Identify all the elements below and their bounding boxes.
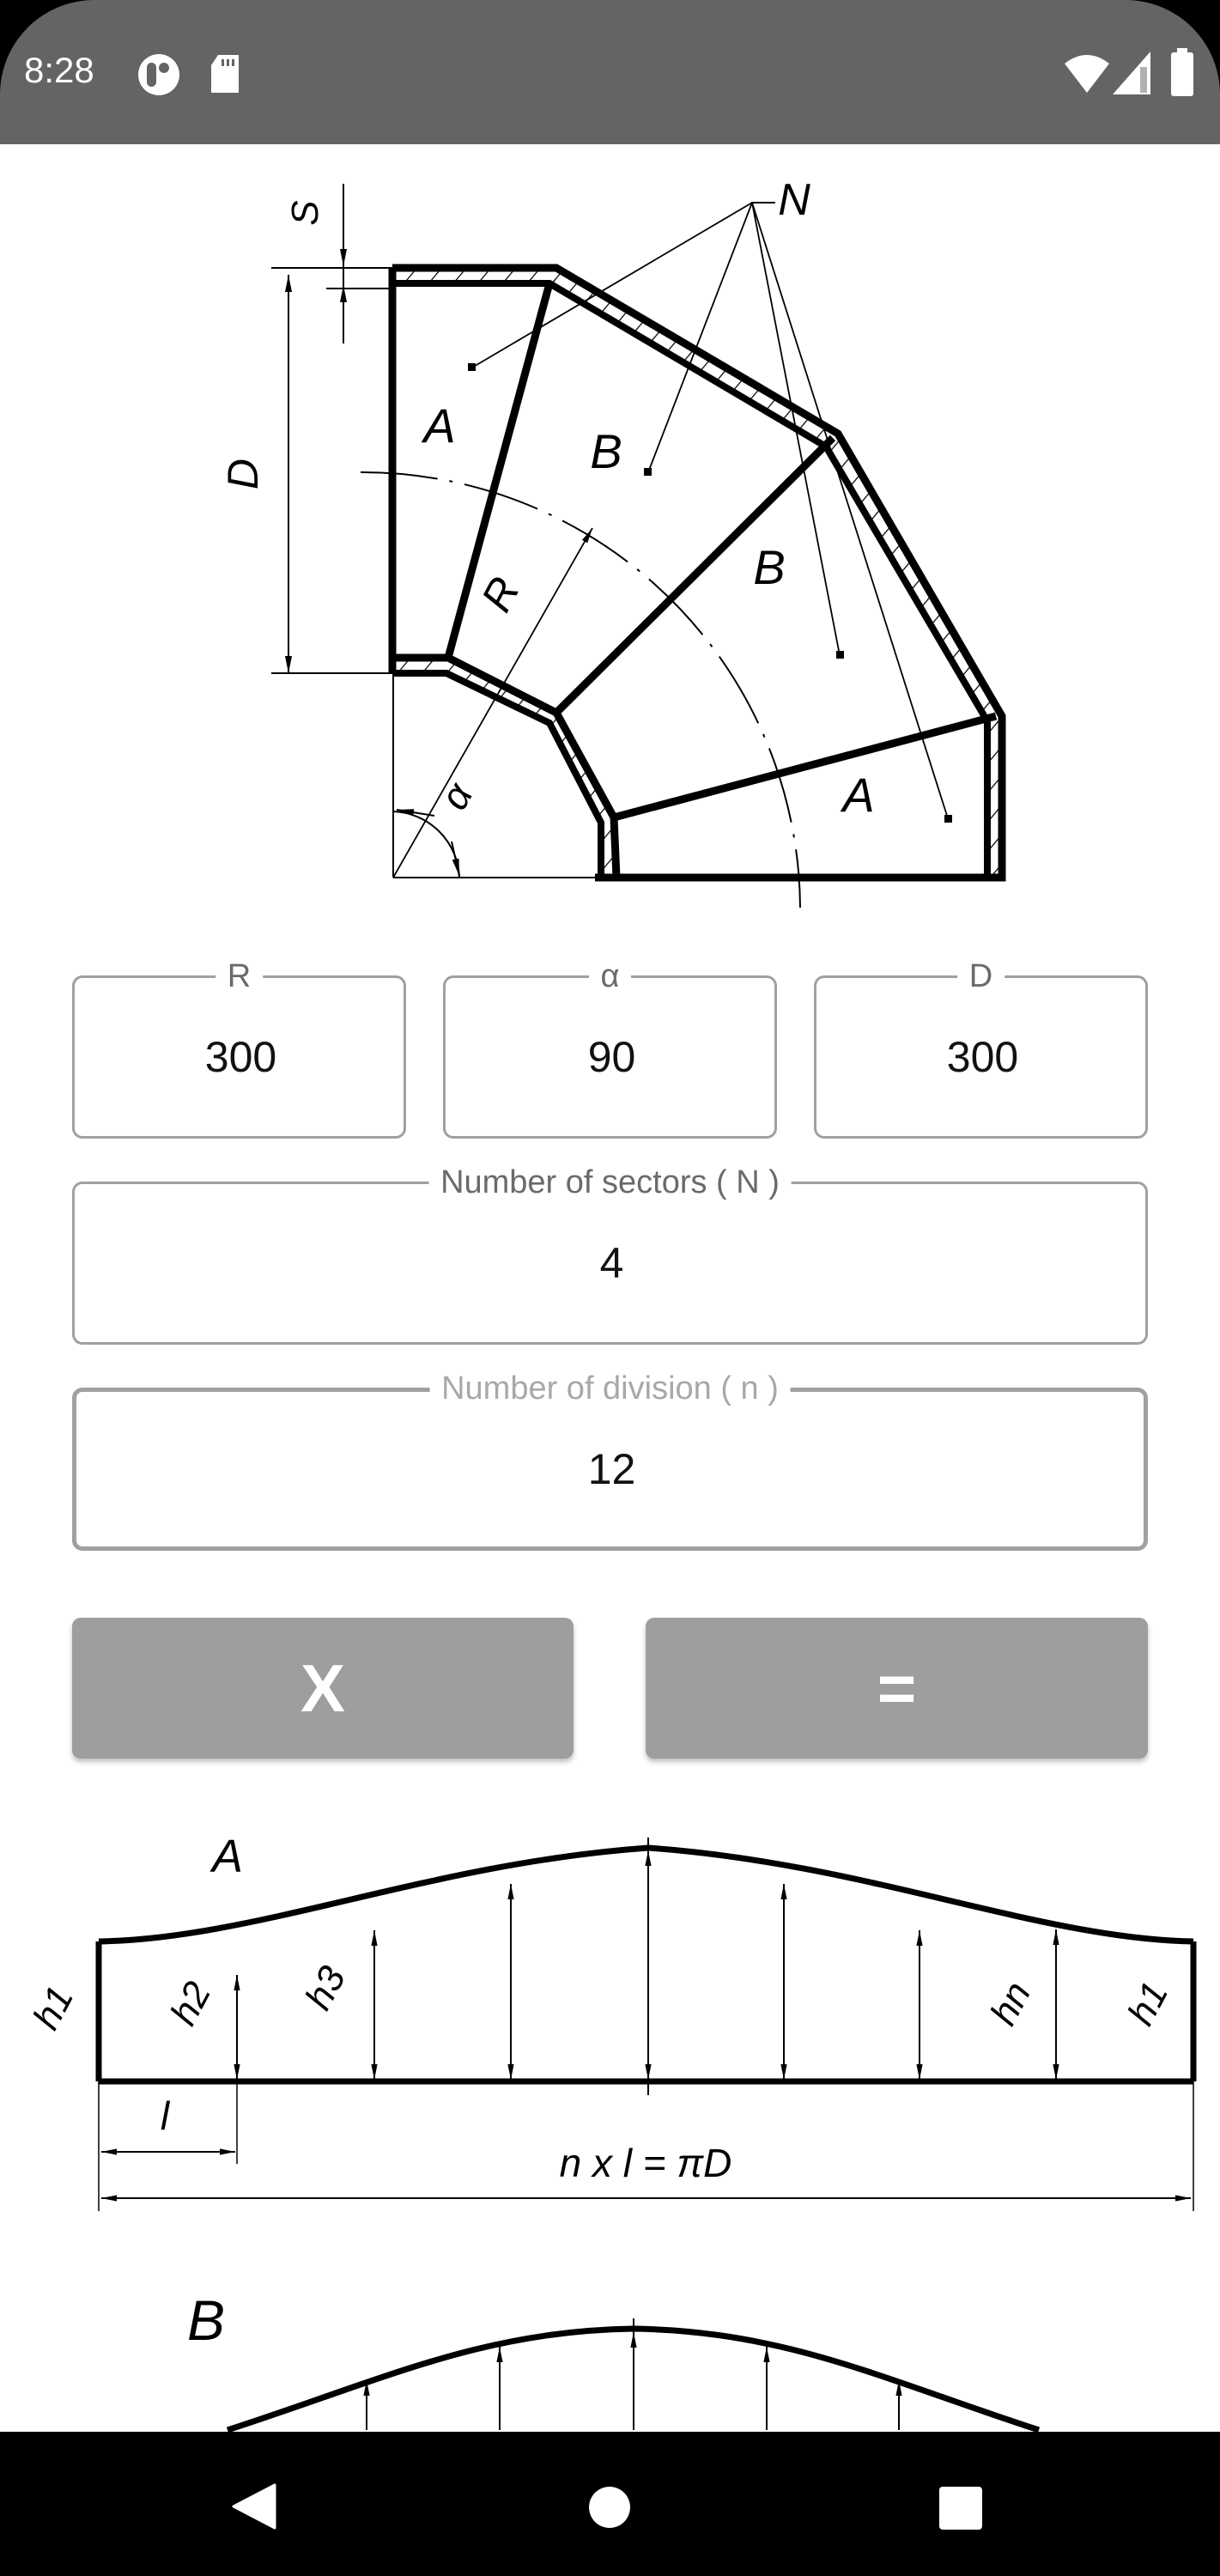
division-input[interactable] — [76, 1443, 1147, 1495]
development-B-title: B — [186, 2288, 226, 2352]
sectors-field-label: Number of sectors ( N ) — [428, 1165, 792, 1200]
angle-field-label: α — [589, 959, 632, 993]
wifi-icon — [1065, 53, 1109, 93]
diameter-input[interactable] — [816, 1031, 1149, 1083]
label-sector-B-top: B — [590, 424, 622, 478]
label-l: l — [160, 2093, 170, 2138]
label-hn: hn — [982, 1975, 1040, 2032]
radius-field-label: R — [215, 959, 263, 993]
label-R: R — [471, 568, 530, 620]
elbow-diagram — [0, 144, 1220, 917]
division-field[interactable] — [72, 1370, 1148, 1551]
status-time: 8:28 — [24, 50, 94, 90]
label-h2: h2 — [162, 1975, 220, 2032]
radius-input[interactable] — [75, 1031, 407, 1083]
label-h3: h3 — [297, 1959, 355, 2017]
label-D: D — [219, 458, 267, 490]
calculate-button[interactable]: = — [646, 1618, 1148, 1759]
label-N: N — [778, 175, 810, 225]
label-S: S — [284, 200, 326, 226]
status-bar-background — [0, 0, 1220, 144]
home-icon[interactable] — [587, 2485, 632, 2530]
status-bar — [0, 0, 1220, 144]
navigation-bar — [0, 2432, 1220, 2576]
app-notification-icon — [137, 53, 180, 96]
label-h1-right: h1 — [1120, 1975, 1177, 2032]
angle-input[interactable] — [446, 1031, 778, 1083]
sectors-input[interactable] — [75, 1237, 1149, 1289]
label-h1-left: h1 — [25, 1979, 82, 2037]
division-field-label: Number of division ( n ) — [429, 1371, 791, 1406]
sd-card-icon — [209, 55, 240, 94]
label-sector-B-mid: B — [753, 540, 786, 594]
diameter-field[interactable] — [814, 958, 1148, 1139]
formula-label: n x l = πD — [559, 2141, 732, 2185]
sectors-field[interactable] — [72, 1164, 1148, 1345]
diameter-field-label: D — [957, 959, 1005, 993]
label-sector-A-bottom: A — [842, 768, 875, 822]
clear-button[interactable]: X — [72, 1618, 574, 1759]
battery-icon — [1169, 48, 1195, 96]
main-content — [0, 144, 1220, 2432]
development-A-title: A — [211, 1831, 244, 1882]
label-sector-A-top: A — [423, 398, 456, 453]
angle-field[interactable] — [443, 958, 777, 1139]
label-alpha: α — [431, 775, 482, 817]
back-icon[interactable] — [232, 2483, 276, 2530]
radius-field[interactable] — [72, 958, 406, 1139]
recents-icon[interactable] — [938, 2485, 984, 2531]
cellular-signal-icon — [1113, 52, 1150, 94]
development-B-curve — [0, 2265, 1220, 2432]
